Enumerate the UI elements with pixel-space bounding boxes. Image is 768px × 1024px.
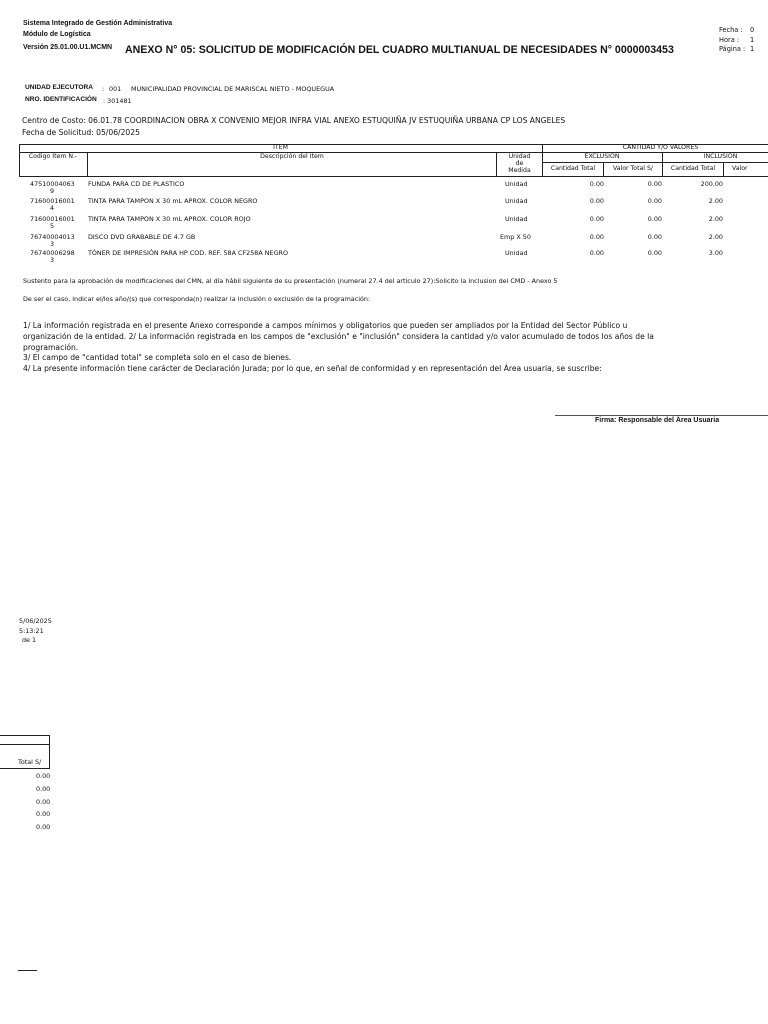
overflow-signature-stub xyxy=(18,970,37,971)
inclusion-header: INCLUSION xyxy=(703,153,738,160)
overflow-rule-vertical xyxy=(49,735,50,768)
request-date: Fecha de Solicitud: 05/06/2025 xyxy=(22,128,140,137)
exclusion-qty: 0.00 xyxy=(589,215,604,223)
group-qty-header: CANTIDAD Y/O VALORES xyxy=(622,144,699,151)
exclusion-value-header: Valor Total S/ xyxy=(613,165,653,172)
executing-unit-separator: : xyxy=(102,85,105,93)
overflow-total-value: 0.00 xyxy=(36,798,51,806)
sustento-note: Sustento para la aprobación de modificaciones del CMN, al día hábil siguiente de su presentación (numeral 27.4 del articulo 27):Solicito la inclusion del CMD - Anexo 5 xyxy=(23,277,558,285)
exclusion-qty-header: Cantidad Total xyxy=(550,165,596,172)
item-description: DISCO DVD GRABABLE DE 4.7 GB xyxy=(88,233,196,241)
inclusion-qty-header: Cantidad Total xyxy=(670,165,716,172)
inclusion-qty: 2.00 xyxy=(708,215,723,223)
item-unit: Emp X 50 xyxy=(500,233,531,241)
item-code-check: 3 xyxy=(50,256,55,264)
unit-column-header-3: Medida xyxy=(508,167,531,174)
overflow-rule-3 xyxy=(0,768,50,769)
footnote-line-3: programación. xyxy=(23,343,79,352)
code-column-header: Codigo Item N.- xyxy=(28,153,78,160)
overflow-time: 5:13:21 xyxy=(19,627,44,635)
inclusion-qty: 200.00 xyxy=(700,180,723,188)
overflow-date: 5/06/2025 xyxy=(19,617,52,625)
unit-column-header-2: de xyxy=(515,160,524,167)
signature-label: Firma: Responsable del Área Usuaria xyxy=(595,417,720,424)
item-code: 71600016001 xyxy=(30,215,75,223)
executing-unit-code: 001 xyxy=(109,85,122,93)
period-note: De ser el caso, indicar el/los año/(s) que corresponda(n) realizar la inclusión o exclusión de la programación: xyxy=(23,295,371,303)
footnote-line-1: 1/ La información registrada en el presente Anexo corresponde a campos mínimos y obligatorios que pueden ser ampliados por la Entidad del Sector Público u xyxy=(23,321,628,330)
overflow-total-header: Total S/ xyxy=(18,758,42,766)
id-number-value: : 301481 xyxy=(103,97,132,105)
exclusion-qty: 0.00 xyxy=(589,197,604,205)
item-code-check: 5 xyxy=(50,222,55,230)
item-unit: Unidad xyxy=(505,180,528,188)
executing-unit-label: UNIDAD EJECUTORA xyxy=(25,84,94,91)
item-code-check: 4 xyxy=(50,204,55,212)
item-code-check: 9 xyxy=(50,187,55,195)
exclusion-qty: 0.00 xyxy=(589,180,604,188)
inclusion-qty: 3.00 xyxy=(708,249,723,257)
item-description: TINTA PARA TAMPON X 30 mL APROX. COLOR NEGRO xyxy=(88,197,258,205)
footnote-line-2: organización de la entidad. 2/ La información registrada en los campos de "exclusión" e "inclusión" considera la cantidad y/o valor acumulado de todos los años de la xyxy=(23,332,654,341)
overflow-rule-2 xyxy=(0,744,50,745)
group-item-header: ITEM xyxy=(273,144,288,151)
item-description: FUNDA PARA CD DE PLASTICO xyxy=(88,180,185,188)
meta-date-label: Fecha : xyxy=(719,26,743,34)
exclusion-qty: 0.00 xyxy=(589,233,604,241)
inclusion-qty: 2.00 xyxy=(708,197,723,205)
description-column-header: Descripción del Item xyxy=(260,153,324,160)
item-description: TINTA PARA TAMPON X 30 mL APROX. COLOR ROJO xyxy=(88,215,251,223)
meta-time-value: 1 xyxy=(750,36,755,44)
item-code: 71600016001 xyxy=(30,197,75,205)
id-number-label: NRO. IDENTIFICACIÓN xyxy=(25,96,97,103)
footnote-line-5: 4/ La presente información tiene carácter de Declaración Jurada; por lo que, en señal de conformidad y en representación del Área usuaria, se suscribe: xyxy=(23,364,602,373)
meta-page-value: 1 xyxy=(750,45,755,53)
overflow-rule-1 xyxy=(0,735,50,736)
cost-center: Centro de Costo: 06.01.78 COORDINACION OBRA X CONVENIO MEJOR INFRA VIAL ANEXO ESTUQUIÑA JV ESTUQUIÑA URBANA CP LOS ANGELES xyxy=(22,116,566,125)
meta-time-label: Hora : xyxy=(719,36,740,44)
exclusion-value: 0.00 xyxy=(647,180,662,188)
inclusion-value-header: Valor xyxy=(732,165,748,172)
document-title: ANEXO N° 05: SOLICITUD DE MODIFICACIÓN DEL CUADRO MULTIANUAL DE NECESIDADES N° 0000003453 xyxy=(125,44,674,56)
item-code-check: 3 xyxy=(50,240,55,248)
item-code: 47510004063 xyxy=(30,180,75,188)
exclusion-qty: 0.00 xyxy=(589,249,604,257)
item-code: 76740006298 xyxy=(30,249,75,257)
inclusion-qty: 2.00 xyxy=(708,233,723,241)
exclusion-value: 0.00 xyxy=(647,215,662,223)
item-unit: Unidad xyxy=(505,215,528,223)
signature-line xyxy=(555,415,768,416)
footnote-line-4: 3/ El campo de "cantidad total" se completa solo en el caso de bienes. xyxy=(23,353,292,362)
meta-page-label: Página : xyxy=(719,45,746,53)
subheader-divider xyxy=(542,162,768,163)
item-unit: Unidad xyxy=(505,249,528,257)
overflow-total-value: 0.00 xyxy=(36,810,51,818)
executing-unit-name: MUNICIPALIDAD PROVINCIAL DE MARISCAL NIETO - MOQUEGUA xyxy=(131,85,335,93)
unit-column-header-1: Unidad xyxy=(508,153,531,160)
exclusion-value: 0.00 xyxy=(647,233,662,241)
version-label: Versión 25.01.00.U1.MCMN xyxy=(23,44,113,51)
meta-date-value: 0 xyxy=(750,26,755,34)
item-unit: Unidad xyxy=(505,197,528,205)
exclusion-value: 0.00 xyxy=(647,249,662,257)
system-name: Sistema Integrado de Gestión Administrativa xyxy=(23,20,173,27)
overflow-total-value: 0.00 xyxy=(36,772,51,780)
item-code: 76740004013 xyxy=(30,233,75,241)
overflow-total-value: 0.00 xyxy=(36,823,51,831)
exclusion-header: EXCLUSION xyxy=(584,153,620,160)
overflow-total-value: 0.00 xyxy=(36,785,51,793)
module-name: Módulo de Logística xyxy=(23,31,91,38)
item-description: TÓNER DE IMPRESIÓN PARA HP COD. REF. 58A CF258A NEGRO xyxy=(88,249,288,257)
exclusion-value: 0.00 xyxy=(647,197,662,205)
overflow-page: de 1 xyxy=(22,636,37,644)
